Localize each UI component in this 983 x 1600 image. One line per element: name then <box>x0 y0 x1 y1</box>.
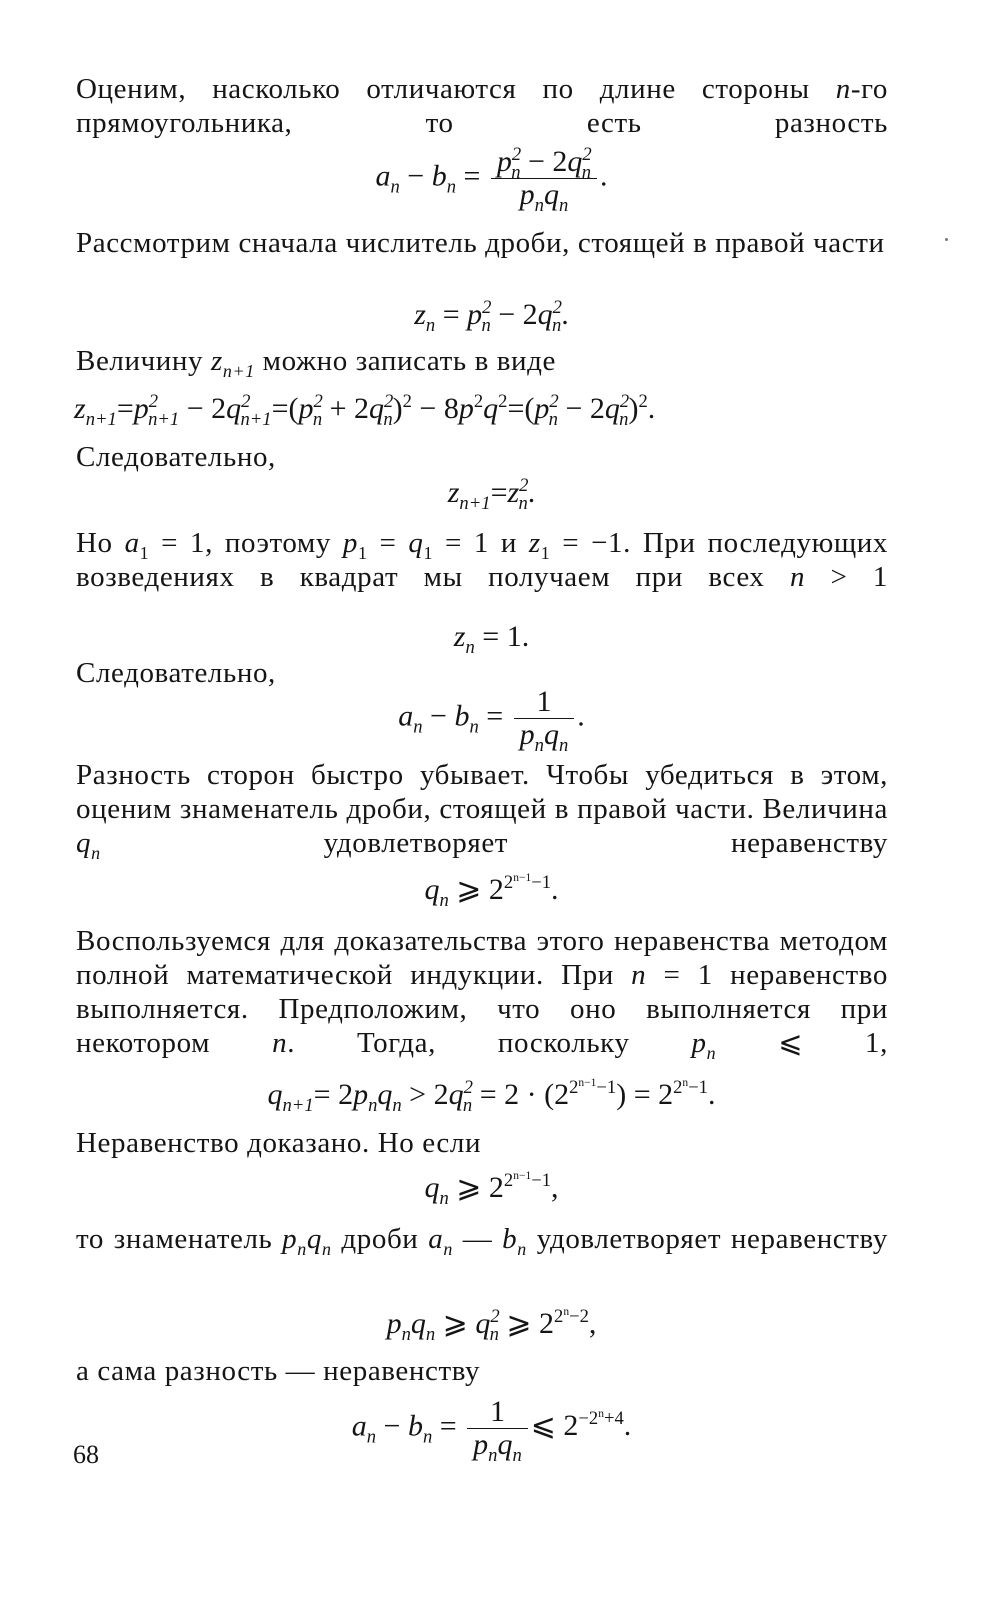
formula-z-n: $z_n = p^2_n - 2q^2_n$. <box>414 297 569 336</box>
formula-final-bound: $a_n - b_n$ = $\frac{1}{p_nq_n}$ ⩽ $2^{-2^n+4}$. <box>351 1395 632 1466</box>
formula-induction-step: $q_{n+1}= 2p_nq_n > 2q^2_n = 2 \cdot (2^{2^{n-1}-1}) = 2^{2^n-1}$. <box>267 1076 716 1116</box>
paragraph-4: Следовательно, <box>76 441 276 473</box>
print-speck <box>945 238 948 241</box>
paragraph-5: Но $a_1 = 1$, поэтому $p_1 = q_1 = 1$ и $z_1 = -1$. При последующих возведениях в квадрат мы получаем при всех n > 1 <box>76 527 888 593</box>
paragraph-3: Величину $z_{n+1}$ можно записать в виде <box>76 345 556 381</box>
formula-z-recursion: $z_{n+1}=z^2_n$. <box>447 475 536 514</box>
formula-denominator-bound: $p_nq_n$ ⩾ $q^2_n$ ⩾ $2^{2^n-2}$, <box>386 1305 597 1345</box>
paragraph-7: Разность сторон быстро убывает. Чтобы убедиться в этом, оценим знаменатель дроби, стоящей в правой части. Величина $q_n$ удовлетворяет неравенству <box>76 759 888 863</box>
formula-z-n-plus-1: $z_{n+1}=p^2_{n+1} - 2q^2_{n+1}=(p^2_n + 2q^2_n)^2 - 8p^2q^2=(p^2_n - 2q^2_n)^2$. <box>74 391 656 430</box>
formula-q-bound-repeat: $q_n$ ⩾ $2^{2^{n-1}-1}$, <box>424 1169 559 1209</box>
paragraph-9: Неравенство доказано. Но если <box>76 1127 482 1159</box>
formula-z-equals-1: $z_n = 1$. <box>453 620 530 658</box>
paragraph-1: Оценим, насколько отличаются по длине стороны n-го прямоугольника, то есть разность <box>76 73 888 139</box>
formula-difference-result: $a_n - b_n$ = $\frac{1}{p_nq_n}$ . <box>398 685 585 756</box>
formula-q-bound: $q_n$ ⩾ $2^{2^{n-1}-1}$. <box>424 871 559 911</box>
formula-difference: $a_n - b_n$ = $\frac{p^2_n - 2q^2_n}{p_nq_n}$ . <box>375 144 608 216</box>
page-number: 68 <box>73 1440 99 1469</box>
paragraph-6: Следовательно, <box>76 657 276 689</box>
paragraph-11: а сама разность — неравенству <box>76 1355 481 1387</box>
paragraph-10: то знаменатель $p_nq_n$ дроби $a_n$ — $b_n$ удовлетворяет неравенству <box>76 1223 888 1259</box>
paragraph-8: Воспользуемся для доказательства этого неравенства методом полной математической индукции. При n = 1 неравенство выполняется. Предположим, что оно выполняется при некотором n. Тогда, поскольку $p_n$ ⩽ 1, <box>76 925 888 1063</box>
paragraph-2: Рассмотрим сначала числитель дроби, стоящей в правой части <box>76 227 885 259</box>
